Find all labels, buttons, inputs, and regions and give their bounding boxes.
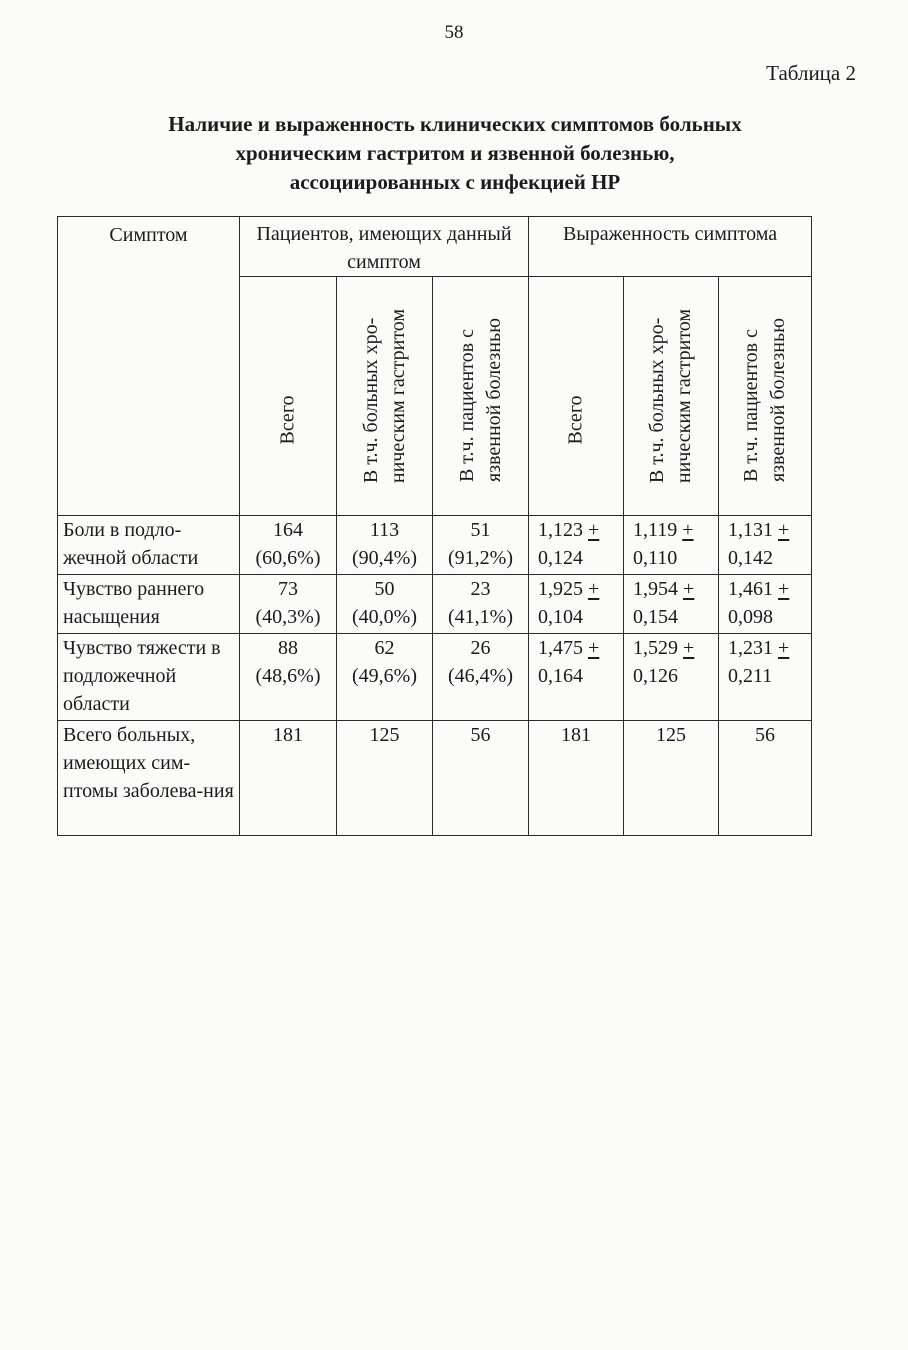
count-cell <box>433 575 529 634</box>
severity-mean: 1,461 <box>728 578 774 600</box>
severity-cell <box>624 575 719 634</box>
plus-minus-sign: + <box>588 637 600 659</box>
table-title <box>60 110 850 197</box>
plus-minus-sign: + <box>778 578 790 600</box>
header-label: Всего <box>564 395 587 445</box>
title-line: Наличие и выраженность клинических симптомов больных <box>168 112 742 136</box>
count-cell <box>433 634 529 721</box>
count-percent: (46,4%) <box>448 665 513 687</box>
count-value: 51 <box>470 519 491 541</box>
severity-mean: 125 <box>656 724 687 746</box>
severity-sd: 0,124 <box>538 547 584 569</box>
severity-sd: 0,104 <box>538 606 584 628</box>
severity-mean: 56 <box>755 724 776 746</box>
count-value: 73 <box>278 578 298 600</box>
count-cell <box>433 721 529 836</box>
severity-mean-line <box>728 575 811 603</box>
severity-cell <box>719 721 812 836</box>
severity-mean-line <box>633 634 718 662</box>
header-label <box>454 318 508 482</box>
header-label <box>644 309 698 483</box>
symptom-cell: Чувство тяжести в подложечной области <box>58 634 240 721</box>
plus-minus-sign: + <box>683 578 695 600</box>
severity-mean-line <box>538 575 623 603</box>
header-label-line: язвенной болезнью <box>482 317 505 483</box>
count-value: 62 <box>374 637 395 659</box>
header-label: Всего <box>276 395 299 445</box>
header-label-line: В т.ч. больных хро- <box>359 317 382 484</box>
symptoms-table <box>57 216 812 836</box>
severity-mean: 1,925 <box>538 578 584 600</box>
severity-cell <box>529 721 624 836</box>
header-label-line: В т.ч. больных хро- <box>646 317 669 484</box>
count-percent: (49,6%) <box>352 665 417 687</box>
plus-minus-sign: + <box>588 578 600 600</box>
page-number: 58 <box>444 22 464 43</box>
header-row-groups <box>58 217 812 277</box>
severity-mean-line <box>728 634 811 662</box>
count-value: 23 <box>470 578 491 600</box>
count-percent: (40,3%) <box>255 606 321 628</box>
header-patients-gastritis <box>337 277 433 516</box>
count-percent: (91,2%) <box>448 547 513 569</box>
count-percent: (90,4%) <box>352 547 417 569</box>
severity-sd: 0,154 <box>633 606 679 628</box>
count-value: 181 <box>273 724 303 746</box>
severity-sd: 0,211 <box>728 665 773 687</box>
severity-mean: 1,123 <box>538 519 584 541</box>
header-label-line: В т.ч. пациентов с <box>455 329 478 483</box>
severity-mean: 1,119 <box>633 519 678 541</box>
title-line: ассоциированных с инфекцией HP <box>289 170 621 194</box>
header-severity-total <box>529 277 624 516</box>
severity-cell <box>719 575 812 634</box>
severity-cell <box>719 634 812 721</box>
count-value: 56 <box>470 724 491 746</box>
severity-sd: 0,098 <box>728 606 774 628</box>
count-cell <box>240 634 337 721</box>
severity-sd: 0,142 <box>728 547 774 569</box>
count-cell <box>337 575 433 634</box>
table-row <box>58 575 812 634</box>
header-severity-gastritis <box>624 277 719 516</box>
count-percent: (60,6%) <box>255 547 321 569</box>
severity-cell <box>529 634 624 721</box>
symptom-cell: Всего больных, имеющих сим-птомы заболева-ния <box>58 721 240 836</box>
header-symptom: Симптом <box>58 217 240 516</box>
header-severity-group: Выраженность симптома <box>529 217 812 277</box>
severity-cell <box>719 516 812 575</box>
count-value: 50 <box>374 578 395 600</box>
severity-mean-line <box>538 634 623 662</box>
severity-mean: 181 <box>561 724 592 746</box>
header-label-line: язвенной болезнью <box>767 317 790 483</box>
severity-mean: 1,475 <box>538 637 584 659</box>
count-value: 164 <box>273 519 303 541</box>
severity-sd: 0,110 <box>633 547 678 569</box>
table-row-total <box>58 721 812 836</box>
header-patients-group: Пациентов, имеющих данный симптом <box>240 217 529 277</box>
header-label <box>738 318 792 482</box>
header-label-line: ническим гастритом <box>386 308 409 484</box>
symptom-cell: Боли в подло-жечной области <box>58 516 240 575</box>
count-percent: (41,1%) <box>448 606 513 628</box>
severity-mean: 1,131 <box>728 519 774 541</box>
severity-mean: 1,231 <box>728 637 774 659</box>
header-label <box>358 309 412 483</box>
table-row <box>58 634 812 721</box>
header-patients-total <box>240 277 337 516</box>
table-label: Таблица 2 <box>766 61 856 85</box>
plus-minus-sign: + <box>588 519 600 541</box>
count-value: 26 <box>470 637 491 659</box>
severity-cell <box>624 634 719 721</box>
count-cell <box>433 516 529 575</box>
header-label-line: ническим гастритом <box>673 308 696 484</box>
count-percent: (40,0%) <box>352 606 417 628</box>
plus-minus-sign: + <box>778 519 790 541</box>
count-cell <box>240 516 337 575</box>
severity-mean-line <box>728 516 811 544</box>
count-cell <box>337 634 433 721</box>
severity-cell <box>624 721 719 836</box>
symptom-cell: Чувство раннего насыщения <box>58 575 240 634</box>
severity-mean-line <box>633 575 718 603</box>
severity-cell <box>529 516 624 575</box>
header-label-line: В т.ч. пациентов с <box>740 329 763 483</box>
count-value: 113 <box>369 519 400 541</box>
severity-mean: 1,954 <box>633 578 679 600</box>
count-cell <box>240 575 337 634</box>
plus-minus-sign: + <box>778 637 790 659</box>
count-cell <box>240 721 337 836</box>
plus-minus-sign: + <box>683 637 695 659</box>
count-value: 125 <box>369 724 400 746</box>
count-percent: (48,6%) <box>255 665 321 687</box>
severity-sd: 0,126 <box>633 665 679 687</box>
count-cell <box>337 516 433 575</box>
severity-cell <box>624 516 719 575</box>
header-severity-ulcer <box>719 277 812 516</box>
severity-mean: 1,529 <box>633 637 679 659</box>
table-row <box>58 516 812 575</box>
severity-mean-line <box>633 516 718 544</box>
header-patients-ulcer <box>433 277 529 516</box>
plus-minus-sign: + <box>682 519 694 541</box>
severity-mean-line <box>538 516 623 544</box>
count-cell <box>337 721 433 836</box>
count-value: 88 <box>278 637 298 659</box>
title-line: хроническим гастритом и язвенной болезнью, <box>235 141 675 165</box>
severity-cell <box>529 575 624 634</box>
severity-sd: 0,164 <box>538 665 584 687</box>
